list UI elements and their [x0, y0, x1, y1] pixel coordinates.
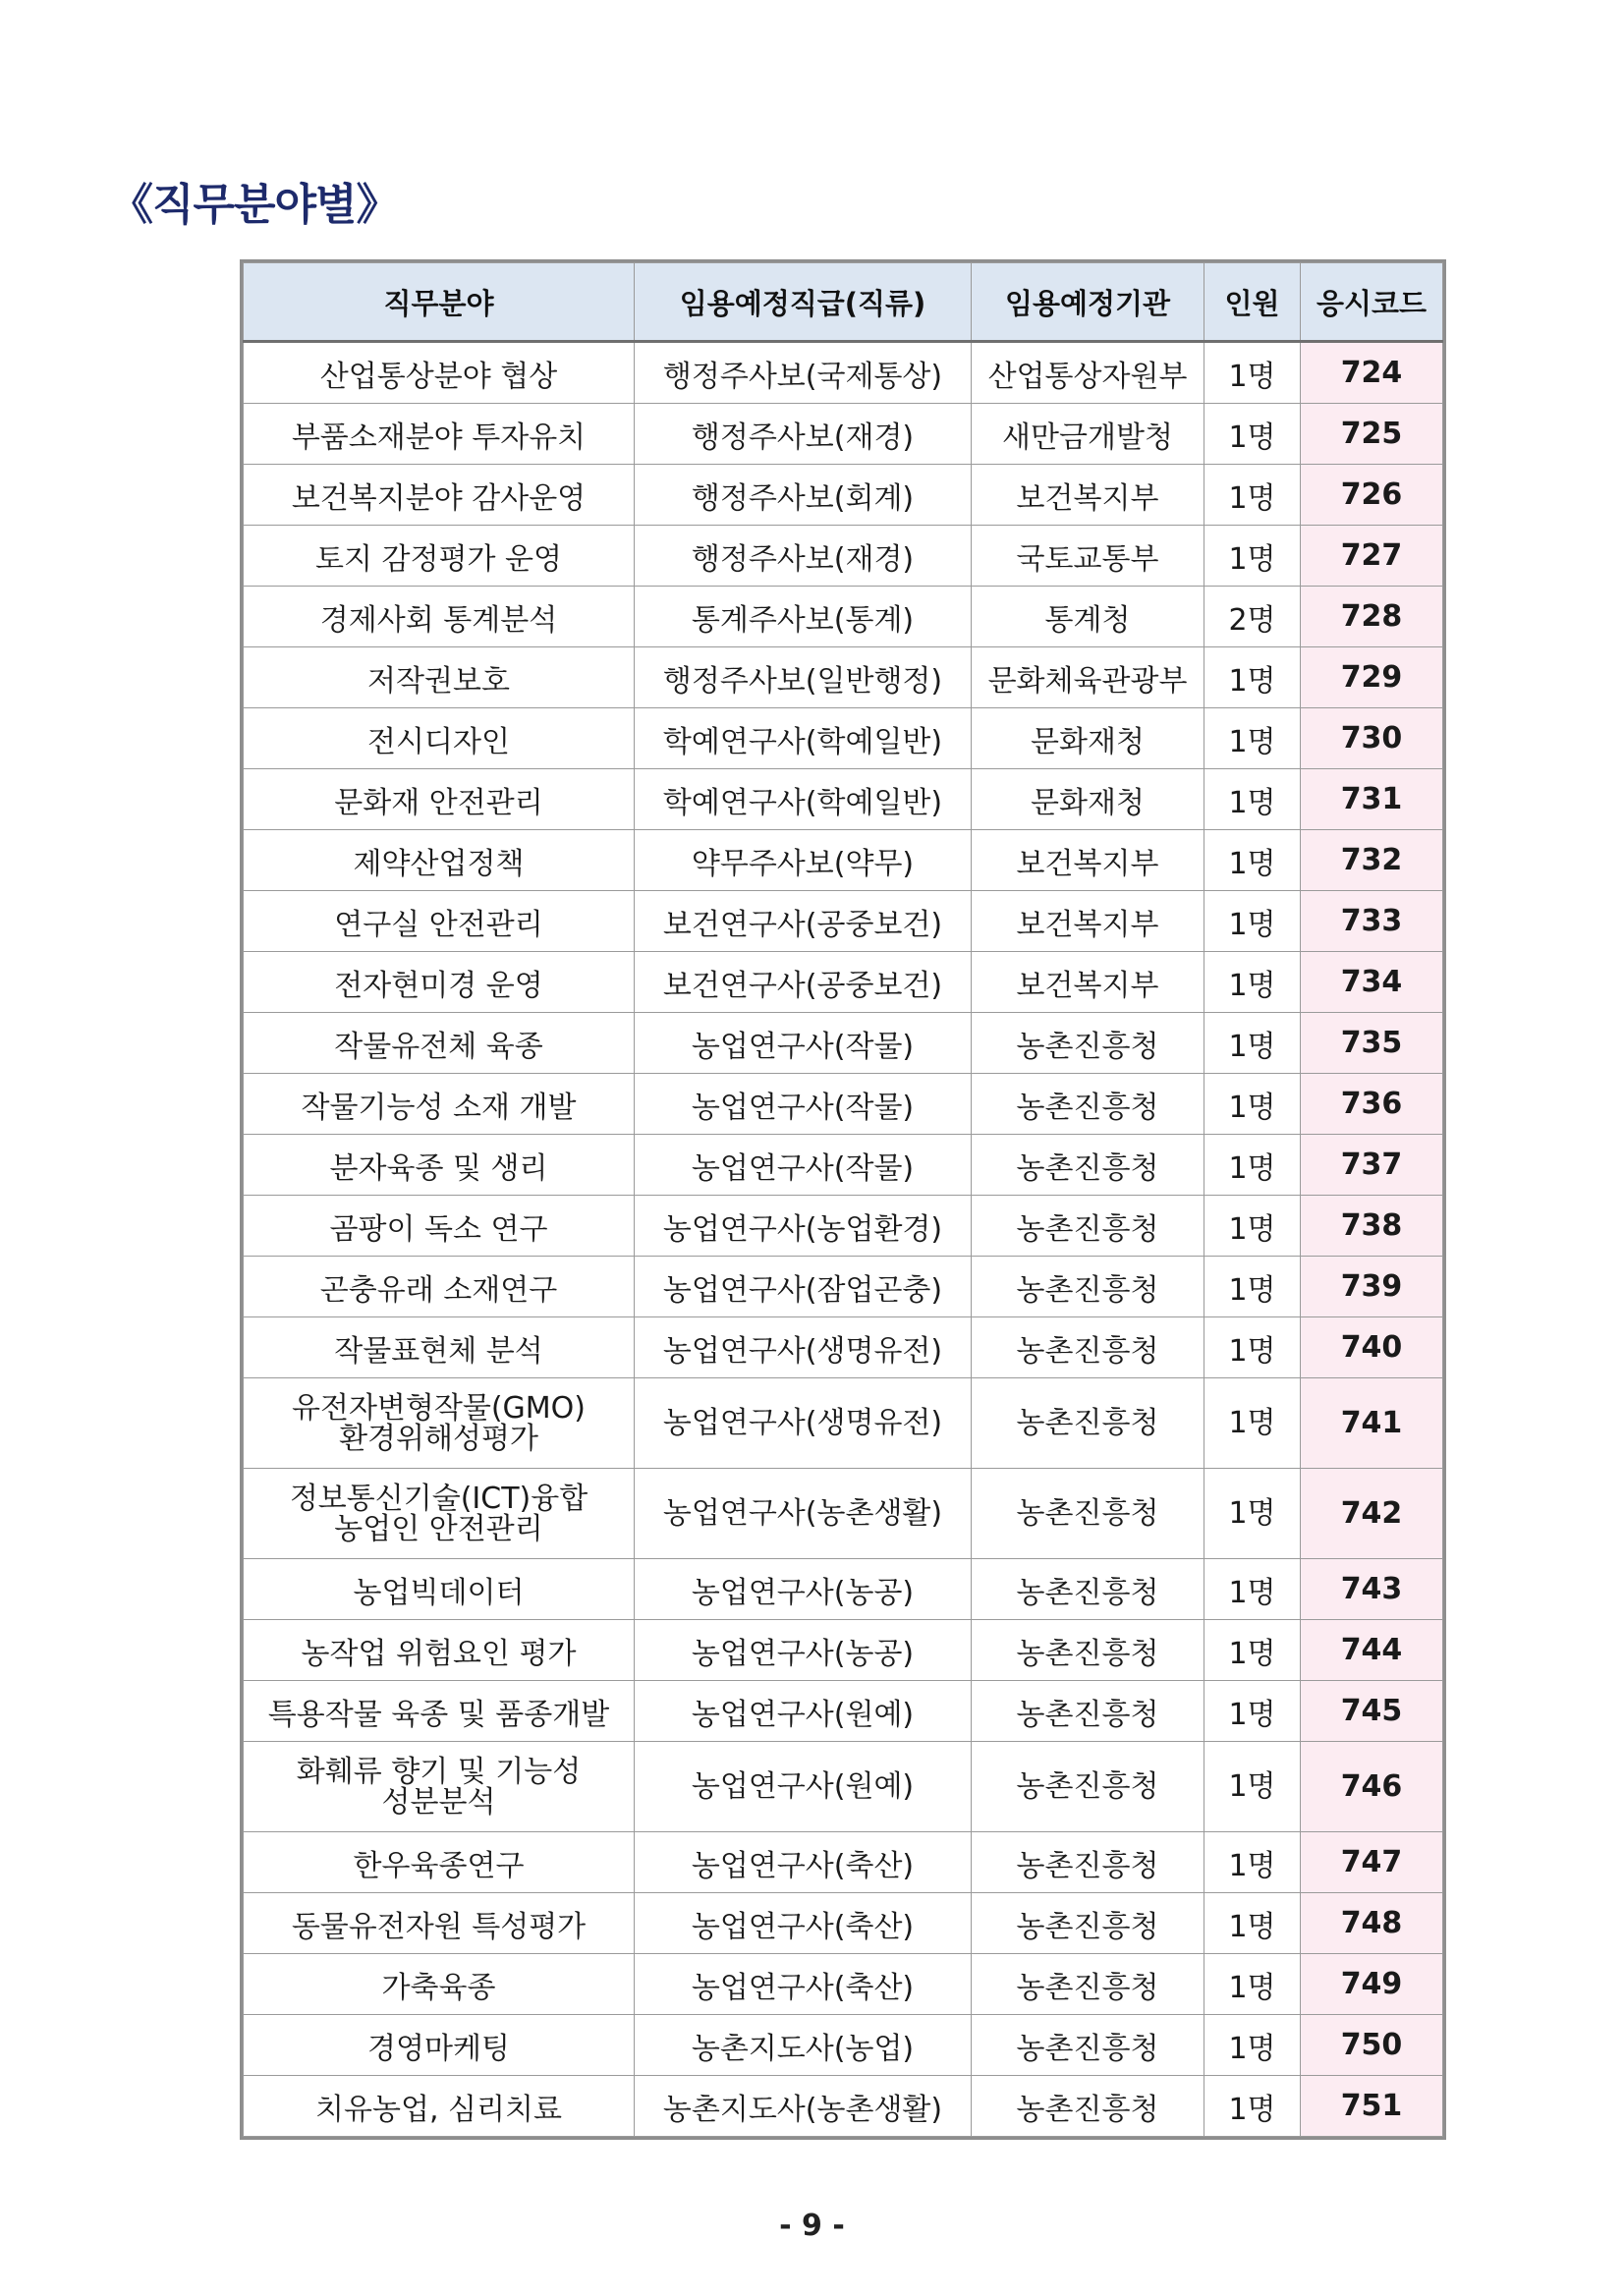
cell-agency: 농촌진흥청 [972, 1469, 1204, 1559]
cell-count: 1명 [1204, 465, 1301, 526]
cell-field-line: 농작업 위험요인 평가 [301, 1636, 577, 1671]
section-title: 《직무분야별》 [110, 180, 399, 230]
cell-count: 1명 [1204, 1954, 1301, 2015]
cell-grade: 행정주사보(국제통상) [635, 342, 972, 404]
cell-field-line: 문화재 안전관리 [334, 785, 543, 820]
table-row [244, 526, 1443, 587]
cell-count: 1명 [1204, 708, 1301, 769]
cell-grade: 학예연구사(학예일반) [635, 769, 972, 830]
cell-field [244, 891, 635, 952]
cell-grade: 농업연구사(농업환경) [635, 1196, 972, 1257]
cell-code: 744 [1301, 1620, 1443, 1681]
cell-count: 1명 [1204, 1742, 1301, 1832]
table-row [244, 1196, 1443, 1257]
cell-agency: 농촌진흥청 [972, 2015, 1204, 2076]
cell-field-line: 부품소재분야 투자유치 [291, 420, 587, 455]
cell-agency: 문화재청 [972, 708, 1204, 769]
cell-code: 748 [1301, 1893, 1443, 1954]
cell-grade: 농업연구사(잠업곤충) [635, 1257, 972, 1317]
cell-agency: 농촌진흥청 [972, 1681, 1204, 1742]
table-row [244, 342, 1443, 404]
cell-grade: 농업연구사(축산) [635, 1893, 972, 1954]
cell-field [244, 1681, 635, 1742]
cell-code: 727 [1301, 526, 1443, 587]
cell-field [244, 1893, 635, 1954]
cell-count: 1명 [1204, 1257, 1301, 1317]
cell-count: 1명 [1204, 2076, 1301, 2137]
cell-field-line: 가축육종 [381, 1970, 496, 2005]
cell-code: 725 [1301, 404, 1443, 465]
cell-agency: 농촌진흥청 [972, 1378, 1204, 1469]
cell-code: 745 [1301, 1681, 1443, 1742]
table-row [244, 1257, 1443, 1317]
cell-grade: 농업연구사(농촌생활) [635, 1469, 972, 1559]
cell-code: 741 [1301, 1378, 1443, 1469]
cell-grade: 농업연구사(작물) [635, 1135, 972, 1196]
cell-code: 740 [1301, 1317, 1443, 1378]
cell-count: 1명 [1204, 1681, 1301, 1742]
cell-code: 728 [1301, 587, 1443, 647]
cell-field-line: 곤충유래 소재연구 [319, 1272, 558, 1308]
header-count: 인원 [1204, 263, 1301, 342]
cell-agency: 보건복지부 [972, 465, 1204, 526]
table-row [244, 587, 1443, 647]
cell-field-line: 성분분석 [381, 1784, 496, 1820]
cell-field-line: 산업통상분야 협상 [319, 359, 558, 394]
table-row [244, 1469, 1443, 1559]
cell-field-line: 정보통신기술(ICT)융합 [289, 1481, 588, 1516]
table-body [244, 342, 1443, 2137]
cell-agency: 통계청 [972, 587, 1204, 647]
cell-field-line: 제약산업정책 [353, 846, 525, 881]
cell-grade: 행정주사보(회계) [635, 465, 972, 526]
cell-field-line: 경제사회 통계분석 [319, 602, 558, 638]
cell-agency: 문화체육관광부 [972, 647, 1204, 708]
cell-count: 1명 [1204, 647, 1301, 708]
header-grade: 임용예정직급(직류) [635, 263, 972, 342]
cell-field [244, 1742, 635, 1832]
cell-code: 724 [1301, 342, 1443, 404]
cell-code: 730 [1301, 708, 1443, 769]
cell-grade: 농업연구사(농공) [635, 1620, 972, 1681]
cell-field [244, 526, 635, 587]
cell-agency: 농촌진흥청 [972, 1954, 1204, 2015]
cell-count: 1명 [1204, 404, 1301, 465]
cell-grade: 행정주사보(재경) [635, 526, 972, 587]
cell-count: 1명 [1204, 1317, 1301, 1378]
cell-count: 1명 [1204, 1378, 1301, 1469]
cell-agency: 보건복지부 [972, 952, 1204, 1013]
cell-field [244, 1559, 635, 1620]
cell-code: 746 [1301, 1742, 1443, 1832]
cell-field [244, 587, 635, 647]
header-agency: 임용예정기관 [972, 263, 1204, 342]
cell-field-line: 환경위해성평가 [339, 1421, 538, 1456]
cell-code: 751 [1301, 2076, 1443, 2137]
table-row [244, 1620, 1443, 1681]
cell-grade: 통계주사보(통계) [635, 587, 972, 647]
cell-agency: 농촌진흥청 [972, 1559, 1204, 1620]
cell-agency: 농촌진흥청 [972, 1620, 1204, 1681]
cell-agency: 국토교통부 [972, 526, 1204, 587]
cell-agency: 농촌진흥청 [972, 2076, 1204, 2137]
cell-field-line: 경영마케팅 [367, 2031, 510, 2066]
cell-field-line: 유전자변형작물(GMO) [291, 1390, 586, 1426]
table-row [244, 1681, 1443, 1742]
cell-count: 1명 [1204, 1559, 1301, 1620]
cell-field-line: 농업인 안전관리 [334, 1511, 543, 1546]
cell-count: 1명 [1204, 952, 1301, 1013]
cell-code: 750 [1301, 2015, 1443, 2076]
cell-count: 1명 [1204, 1893, 1301, 1954]
cell-field-line: 연구실 안전관리 [334, 907, 543, 942]
cell-count: 1명 [1204, 2015, 1301, 2076]
table-row [244, 1135, 1443, 1196]
table-row [244, 2076, 1443, 2137]
table-header-row [244, 263, 1443, 342]
table-row [244, 1832, 1443, 1893]
cell-field [244, 708, 635, 769]
header-field: 직무분야 [244, 263, 635, 342]
cell-code: 731 [1301, 769, 1443, 830]
table-row [244, 891, 1443, 952]
table-row [244, 1559, 1443, 1620]
cell-agency: 산업통상자원부 [972, 342, 1204, 404]
cell-field [244, 1196, 635, 1257]
cell-count: 1명 [1204, 769, 1301, 830]
table-row [244, 1074, 1443, 1135]
cell-field-line: 작물표현체 분석 [334, 1333, 543, 1369]
cell-code: 742 [1301, 1469, 1443, 1559]
cell-grade: 농업연구사(생명유전) [635, 1378, 972, 1469]
cell-field [244, 647, 635, 708]
cell-code: 749 [1301, 1954, 1443, 2015]
cell-agency: 농촌진흥청 [972, 1832, 1204, 1893]
cell-count: 1명 [1204, 1469, 1301, 1559]
cell-grade: 농촌지도사(농업) [635, 2015, 972, 2076]
cell-field-line: 치유농업, 심리치료 [315, 2092, 562, 2127]
cell-code: 743 [1301, 1559, 1443, 1620]
page-number: - 9 - [779, 2209, 845, 2243]
cell-count: 1명 [1204, 1013, 1301, 1074]
cell-code: 739 [1301, 1257, 1443, 1317]
cell-field [244, 1013, 635, 1074]
cell-agency: 농촌진흥청 [972, 1317, 1204, 1378]
cell-code: 726 [1301, 465, 1443, 526]
cell-agency: 농촌진흥청 [972, 1196, 1204, 1257]
table-row [244, 708, 1443, 769]
cell-grade: 약무주사보(약무) [635, 830, 972, 891]
cell-agency: 농촌진흥청 [972, 1013, 1204, 1074]
cell-field [244, 2015, 635, 2076]
cell-field-line: 특용작물 육종 및 품종개발 [267, 1697, 610, 1732]
cell-agency: 새만금개발청 [972, 404, 1204, 465]
cell-count: 1명 [1204, 830, 1301, 891]
cell-field [244, 1257, 635, 1317]
cell-field-line: 동물유전자원 특성평가 [291, 1909, 587, 1944]
cell-code: 729 [1301, 647, 1443, 708]
cell-field [244, 1469, 635, 1559]
table-row [244, 404, 1443, 465]
cell-code: 738 [1301, 1196, 1443, 1257]
table-row [244, 1013, 1443, 1074]
cell-field-line: 농업빅데이터 [353, 1575, 525, 1610]
cell-field-line: 보건복지분야 감사운영 [291, 480, 587, 516]
cell-agency: 농촌진흥청 [972, 1074, 1204, 1135]
cell-count: 1명 [1204, 526, 1301, 587]
cell-field [244, 2076, 635, 2137]
cell-field-line: 작물기능성 소재 개발 [301, 1090, 577, 1125]
cell-code: 747 [1301, 1832, 1443, 1893]
table-row [244, 2015, 1443, 2076]
cell-grade: 행정주사보(일반행정) [635, 647, 972, 708]
table-row [244, 830, 1443, 891]
cell-field-line: 한우육종연구 [353, 1848, 525, 1883]
cell-code: 735 [1301, 1013, 1443, 1074]
cell-field [244, 342, 635, 404]
cell-field-line: 전자현미경 운영 [334, 968, 543, 1003]
cell-grade: 농업연구사(축산) [635, 1954, 972, 2015]
table-row [244, 1742, 1443, 1832]
cell-field [244, 1954, 635, 2015]
cell-code: 737 [1301, 1135, 1443, 1196]
cell-field [244, 1378, 635, 1469]
cell-agency: 문화재청 [972, 769, 1204, 830]
cell-field-line: 작물유전체 육종 [334, 1029, 543, 1064]
cell-grade: 농업연구사(작물) [635, 1013, 972, 1074]
cell-field [244, 952, 635, 1013]
cell-field-line: 화훼류 향기 및 기능성 [296, 1754, 582, 1789]
cell-field [244, 1317, 635, 1378]
cell-count: 1명 [1204, 342, 1301, 404]
table-row [244, 952, 1443, 1013]
cell-agency: 보건복지부 [972, 830, 1204, 891]
cell-field [244, 1135, 635, 1196]
cell-agency: 농촌진흥청 [972, 1135, 1204, 1196]
cell-field-line: 토지 감정평가 운영 [315, 541, 562, 577]
cell-field [244, 404, 635, 465]
table-row [244, 1893, 1443, 1954]
cell-grade: 행정주사보(재경) [635, 404, 972, 465]
cell-field [244, 465, 635, 526]
job-table-container [240, 259, 1446, 2140]
cell-grade: 보건연구사(공중보건) [635, 891, 972, 952]
cell-grade: 농업연구사(농공) [635, 1559, 972, 1620]
cell-count: 1명 [1204, 1832, 1301, 1893]
cell-field [244, 1620, 635, 1681]
table-row [244, 1954, 1443, 2015]
cell-count: 1명 [1204, 891, 1301, 952]
cell-grade: 농촌지도사(농촌생활) [635, 2076, 972, 2137]
cell-count: 2명 [1204, 587, 1301, 647]
cell-field-line: 전시디자인 [367, 724, 510, 759]
table-row [244, 647, 1443, 708]
cell-grade: 농업연구사(원예) [635, 1742, 972, 1832]
cell-count: 1명 [1204, 1620, 1301, 1681]
cell-code: 733 [1301, 891, 1443, 952]
job-table [243, 262, 1443, 2137]
cell-agency: 농촌진흥청 [972, 1257, 1204, 1317]
cell-count: 1명 [1204, 1074, 1301, 1135]
cell-agency: 보건복지부 [972, 891, 1204, 952]
cell-grade: 농업연구사(원예) [635, 1681, 972, 1742]
cell-grade: 농업연구사(작물) [635, 1074, 972, 1135]
cell-field [244, 769, 635, 830]
table-row [244, 1317, 1443, 1378]
cell-grade: 보건연구사(공중보건) [635, 952, 972, 1013]
table-row [244, 465, 1443, 526]
cell-count: 1명 [1204, 1135, 1301, 1196]
cell-code: 732 [1301, 830, 1443, 891]
cell-agency: 농촌진흥청 [972, 1893, 1204, 1954]
cell-field [244, 1832, 635, 1893]
header-code: 응시코드 [1301, 263, 1443, 342]
cell-code: 736 [1301, 1074, 1443, 1135]
table-row [244, 769, 1443, 830]
cell-field-line: 저작권보호 [367, 663, 510, 699]
cell-count: 1명 [1204, 1196, 1301, 1257]
cell-field-line: 분자육종 및 생리 [329, 1150, 548, 1186]
cell-grade: 학예연구사(학예일반) [635, 708, 972, 769]
cell-field [244, 1074, 635, 1135]
cell-agency: 농촌진흥청 [972, 1742, 1204, 1832]
cell-grade: 농업연구사(생명유전) [635, 1317, 972, 1378]
cell-code: 734 [1301, 952, 1443, 1013]
table-row [244, 1378, 1443, 1469]
cell-field [244, 830, 635, 891]
cell-field-line: 곰팡이 독소 연구 [329, 1211, 548, 1247]
cell-grade: 농업연구사(축산) [635, 1832, 972, 1893]
